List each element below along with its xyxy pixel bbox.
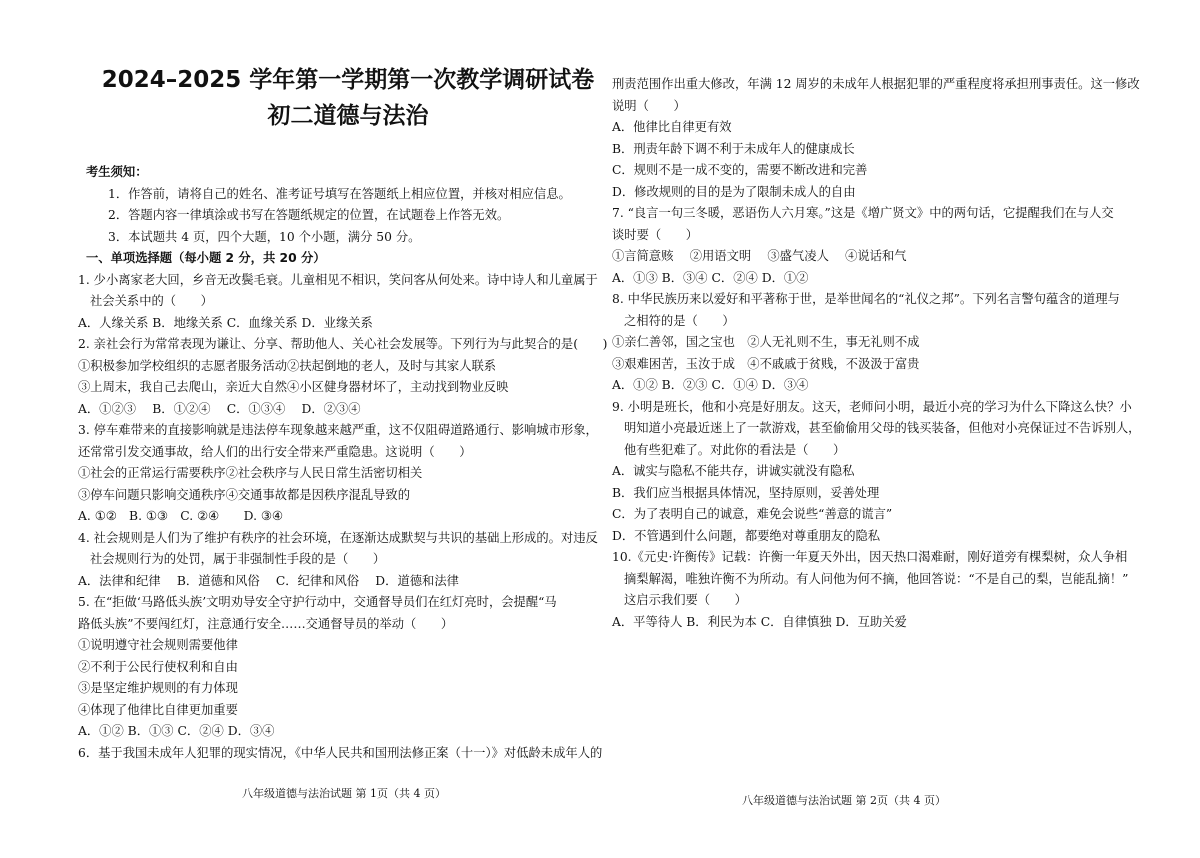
text-line: A．①②③ B．①②④ C．①③④ D．②③④	[78, 401, 361, 416]
text-line: C．为了表明自己的诚意，难免会说些“善意的谎言”	[612, 507, 893, 521]
text-line: A．①② B．②③ C．①④ D．③④	[612, 378, 809, 392]
text-line: ①社会的正常运行需要秩序②社会秩序与人民日常生活密切相关	[78, 466, 423, 480]
notice-item: 2．答题内容一律填涂或书写在答题纸规定的位置，在试题卷上作答无效。	[108, 208, 510, 222]
text-line: ①亲仁善邻，国之宝也 ②人无礼则不生，事无礼则不成	[612, 335, 920, 349]
text-line: 5. 在“拒做‘马路低头族’文明劝导安全守护行动中，交通督导员们在红灯亮时，会提醒“马	[78, 595, 557, 609]
text-line: 这启示我们要（ ）	[624, 593, 747, 607]
section-heading: 一、单项选择题（每小题 2 分，共 20 分）	[86, 251, 326, 265]
text-line: ②不利于公民行使权利和自由	[78, 659, 238, 674]
text-line: ③是坚定维护规则的有力体现	[78, 681, 238, 695]
exam-page-2	[612, 0, 1141, 858]
text-line: 明知道小亮最近迷上了一款游戏，甚至偷偷用父母的钱买装备，但他对小亮保证过不告诉别人，	[624, 421, 1141, 435]
notice-item: 1．作答前，请将自己的姓名、准考证号填写在答题纸上相应位置，并核对相应信息。	[108, 186, 571, 201]
text-line: ④体现了他律比自律更加重要	[78, 702, 238, 717]
text-line: ①说明遵守社会规则需要他律	[78, 638, 238, 652]
question-list	[78, 270, 608, 765]
text-line: D．修改规则的目的是为了限制未成人的自由	[612, 184, 856, 199]
notice-block	[78, 162, 608, 764]
question-lines	[612, 74, 1141, 633]
text-line: 3. 停车难带来的直接影响就是违法停车现象越来越严重，这不仅阻碍道路通行、影响城市形象，	[78, 423, 598, 437]
page-footer: 八年级道德与法治试题 第 2页（共 4 页）	[742, 794, 946, 807]
text-line: 1. 少小离家老大回，乡音无改鬓毛衰。儿童相见不相识，笑问客从何处来。诗中诗人和儿童属于	[78, 272, 598, 287]
text-line: ③上周末，我自己去爬山，亲近大自然④小区健身器材坏了，主动找到物业反映	[78, 380, 509, 394]
text-line: 6．基于我国未成年人犯罪的现实情况，《中华人民共和国刑法修正案（十一）》对低龄未成年人的	[78, 745, 603, 760]
text-line: ①言简意赅 ②用语文明 ③盛气凌人 ④说话和气	[612, 249, 907, 263]
text-line: 摘梨解渴，唯独许衡不为所动。有人问他为何不摘，他回答说：“不是自己的梨，岂能乱摘！”	[624, 571, 1129, 586]
text-line: B．我们应当根据具体情况，坚持原则，妥善处理	[612, 485, 880, 500]
text-line: 他有些犯难了。对此你的看法是（ ）	[624, 442, 846, 457]
text-line: A．①③ B．③④ C．②④ D．①②	[612, 270, 809, 285]
text-line: 社会规则行为的处罚，属于非强制性手段的是（ ）	[90, 552, 386, 566]
exam-subtitle: 初二道德与法治	[267, 103, 429, 129]
text-line: A．他律比自律更有效	[612, 120, 732, 134]
text-line: 7. “良言一句三冬暖，恶语伤人六月寒。”这是《增广贤文》中的两句话，它提醒我们在与人交	[612, 206, 1114, 220]
exam-page-1	[78, 0, 608, 858]
text-line: A. ①② B. ①③ C. ②④ D. ③④	[78, 509, 283, 523]
text-line: 之相符的是（ ）	[624, 313, 735, 328]
text-line: 4. 社会规则是人们为了维护有秩序的社会环境，在逐渐达成默契与共识的基础上形成的。对违反	[78, 530, 598, 545]
text-line: A．①② B．①③ C．②④ D．③④	[78, 724, 275, 738]
text-line: A．平等待人 B．利民为本 C．自律慎独 D．互助关爱	[612, 614, 907, 629]
text-line: ①积极参加学校组织的志愿者服务活动②扶起倒地的老人，及时与其家人联系	[78, 358, 497, 373]
text-line: ③停车问题只影响交通秩序④交通事故都是因秩序混乱导致的	[78, 487, 411, 502]
text-line: 谈时要（ ）	[612, 227, 699, 242]
text-line: 说明（ ）	[612, 98, 686, 113]
text-line: A．诚实与隐私不能共存，讲诚实就没有隐私	[612, 464, 855, 478]
text-line: 8. 中华民族历来以爱好和平著称于世，是举世闻名的“礼仪之邦”。下列名言警句蕴含的道理与	[612, 292, 1120, 306]
text-line: 社会关系中的（ ）	[90, 294, 213, 308]
text-line: A．人缘关系 B．地缘关系 C．血缘关系 D．业缘关系	[78, 315, 373, 330]
page-footer: 八年级道德与法治试题 第 1页（共 4 页）	[242, 787, 446, 800]
text-line: 2. 亲社会行为常常表现为谦让、分享、帮助他人、关心社会发展等。下列行为与此契合的是( )	[78, 337, 608, 351]
text-line: D．不管遇到什么问题，都要绝对尊重朋友的隐私	[612, 528, 881, 543]
notice-item: 3．本试题共 4 页，四个大题，10 个小题，满分 50 分。	[108, 229, 421, 244]
text-line: 还常常引发交通事故，给人们的出行安全带来严重隐患。这说明（ ）	[78, 444, 472, 459]
text-line: 9. 小明是班长，他和小亮是好朋友。这天，老师问小明，最近小亮的学习为什么下降这么快？小	[612, 399, 1132, 414]
exam-title: 2024–2025 学年第一学期第一次教学调研试卷	[101, 67, 595, 93]
notice-heading: 考生须知：	[86, 165, 148, 179]
text-line: B．刑责年龄下调不利于未成年人的健康成长	[612, 141, 855, 156]
question-list	[612, 74, 1141, 633]
text-line: 路低头族”不要闯红灯，注意通行安全……交通督导员的举动（ ）	[78, 616, 454, 631]
text-line: C．规则不是一成不变的，需要不断改进和完善	[612, 163, 868, 177]
text-line: 刑责范围作出重大修改，年满 12 周岁的未成年人根据犯罪的严重程度将承担刑事责任。这一修改	[612, 77, 1140, 91]
text-line: ③艰难困苦，玉汝于成 ④不戚戚于贫贱，不汲汲于富贵	[612, 356, 920, 371]
text-line: A．法律和纪律 B．道德和风俗 C．纪律和风俗 D．道德和法律	[78, 573, 459, 588]
text-line: 10.《元史·许衡传》记载：许衡一年夏天外出，因天热口渴难耐，刚好道旁有棵梨树，众人争相	[612, 550, 1128, 564]
